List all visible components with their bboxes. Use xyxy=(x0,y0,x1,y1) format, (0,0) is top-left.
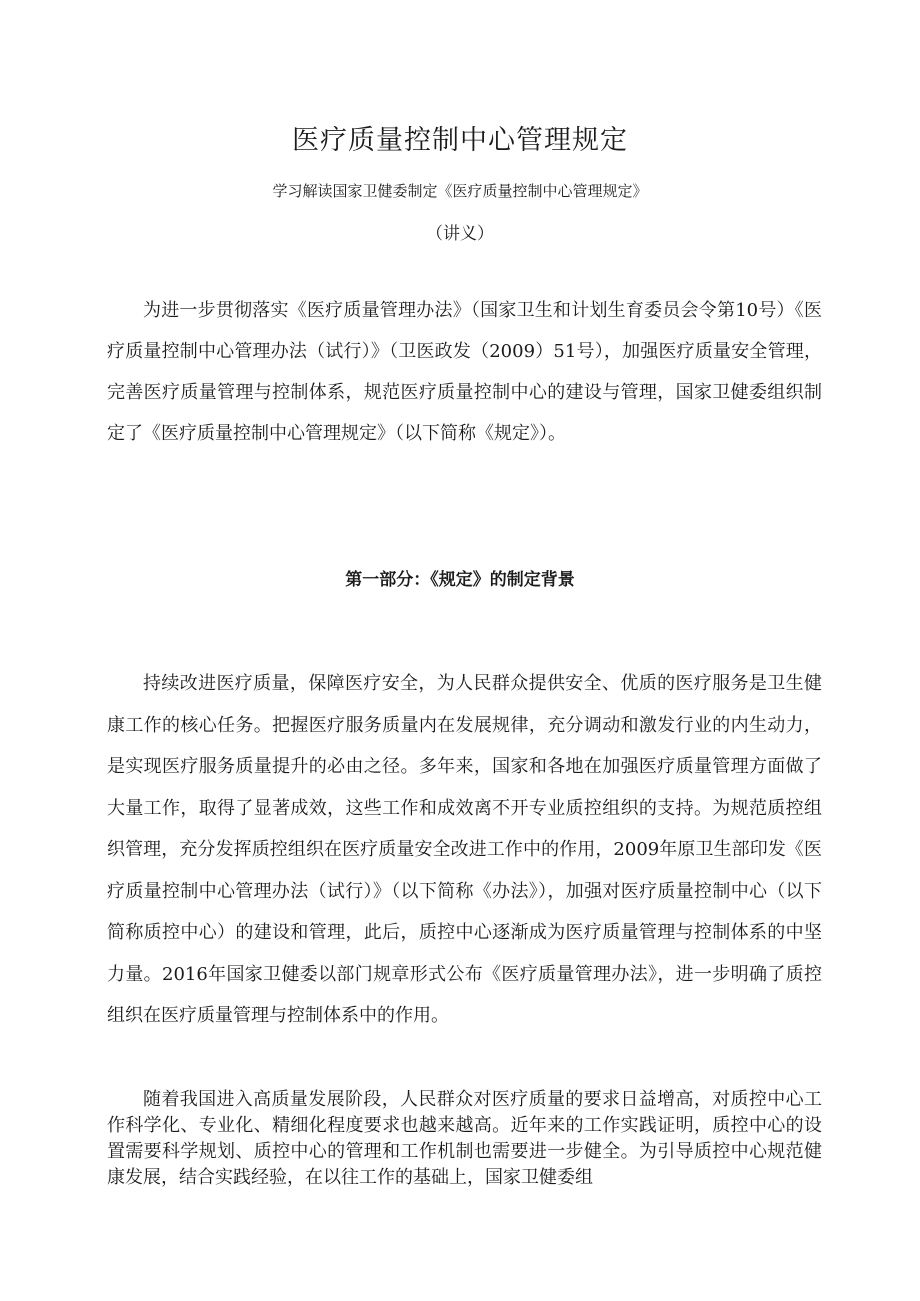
lecture-label: （讲义） xyxy=(426,224,494,244)
document-subtitle: 学习解读国家卫健委制定《医疗质量控制中心管理规定》 xyxy=(272,182,648,200)
section-heading: 第一部分：《规定》的制定背景 xyxy=(345,570,575,590)
document-title: 医疗质量控制中心管理规定 xyxy=(292,125,628,156)
intro-paragraph: 为进一步贯彻落实《医疗质量管理办法》（国家卫生和计划生育委员会令第10号）《医疗质量控制中心管理办法（试行）》（卫医政发（2009）51号），加强医疗质量安全管理，完善医疗质量管理与控制体系，规范医疗质量控制中心的建设与管理，国家卫健委组织制定了《医疗质量控制中心管理规定》（以下简称《规定》）。 xyxy=(107,300,822,444)
body-paragraph: 随着我国进入高质量发展阶段，人民群众对医疗质量的要求日益增高，对质控中心工作科学化、专业化、精细化程度要求也越来越高。近年来的工作实践证明，质控中心的设置需要科学规划、质控中心的管理和工作机制也需要进一步健全。为引导质控中心规范健康发展，结合实践经验，在以往工作的基础上，国家卫健委组 xyxy=(107,1089,822,1188)
body-paragraph: 持续改进医疗质量，保障医疗安全，为人民群众提供安全、优质的医疗服务是卫生健康工作的核心任务。把握医疗服务质量内在发展规律，充分调动和激发行业的内生动力，是实现医疗服务质量提升的必由之径。多年来，国家和各地在加强医疗质量管理方面做了大量工作，取得了显著成效，这些工作和成效离不开专业质控组织的支持。为规范质控组织管理，充分发挥质控组织在医疗质量安全改进工作中的作用，2009年原卫生部印发《医疗质量控制中心管理办法（试行）》（以下简称《办法》），加强对医疗质量控制中心（以下简称质控中心）的建设和管理，此后，质控中心逐渐成为医疗质量管理与控制体系的中坚力量。2016年国家卫健委以部门规章形式公布《医疗质量管理办法》，进一步明确了质控组织在医疗质量管理与控制体系中的作用。 xyxy=(107,673,822,1026)
